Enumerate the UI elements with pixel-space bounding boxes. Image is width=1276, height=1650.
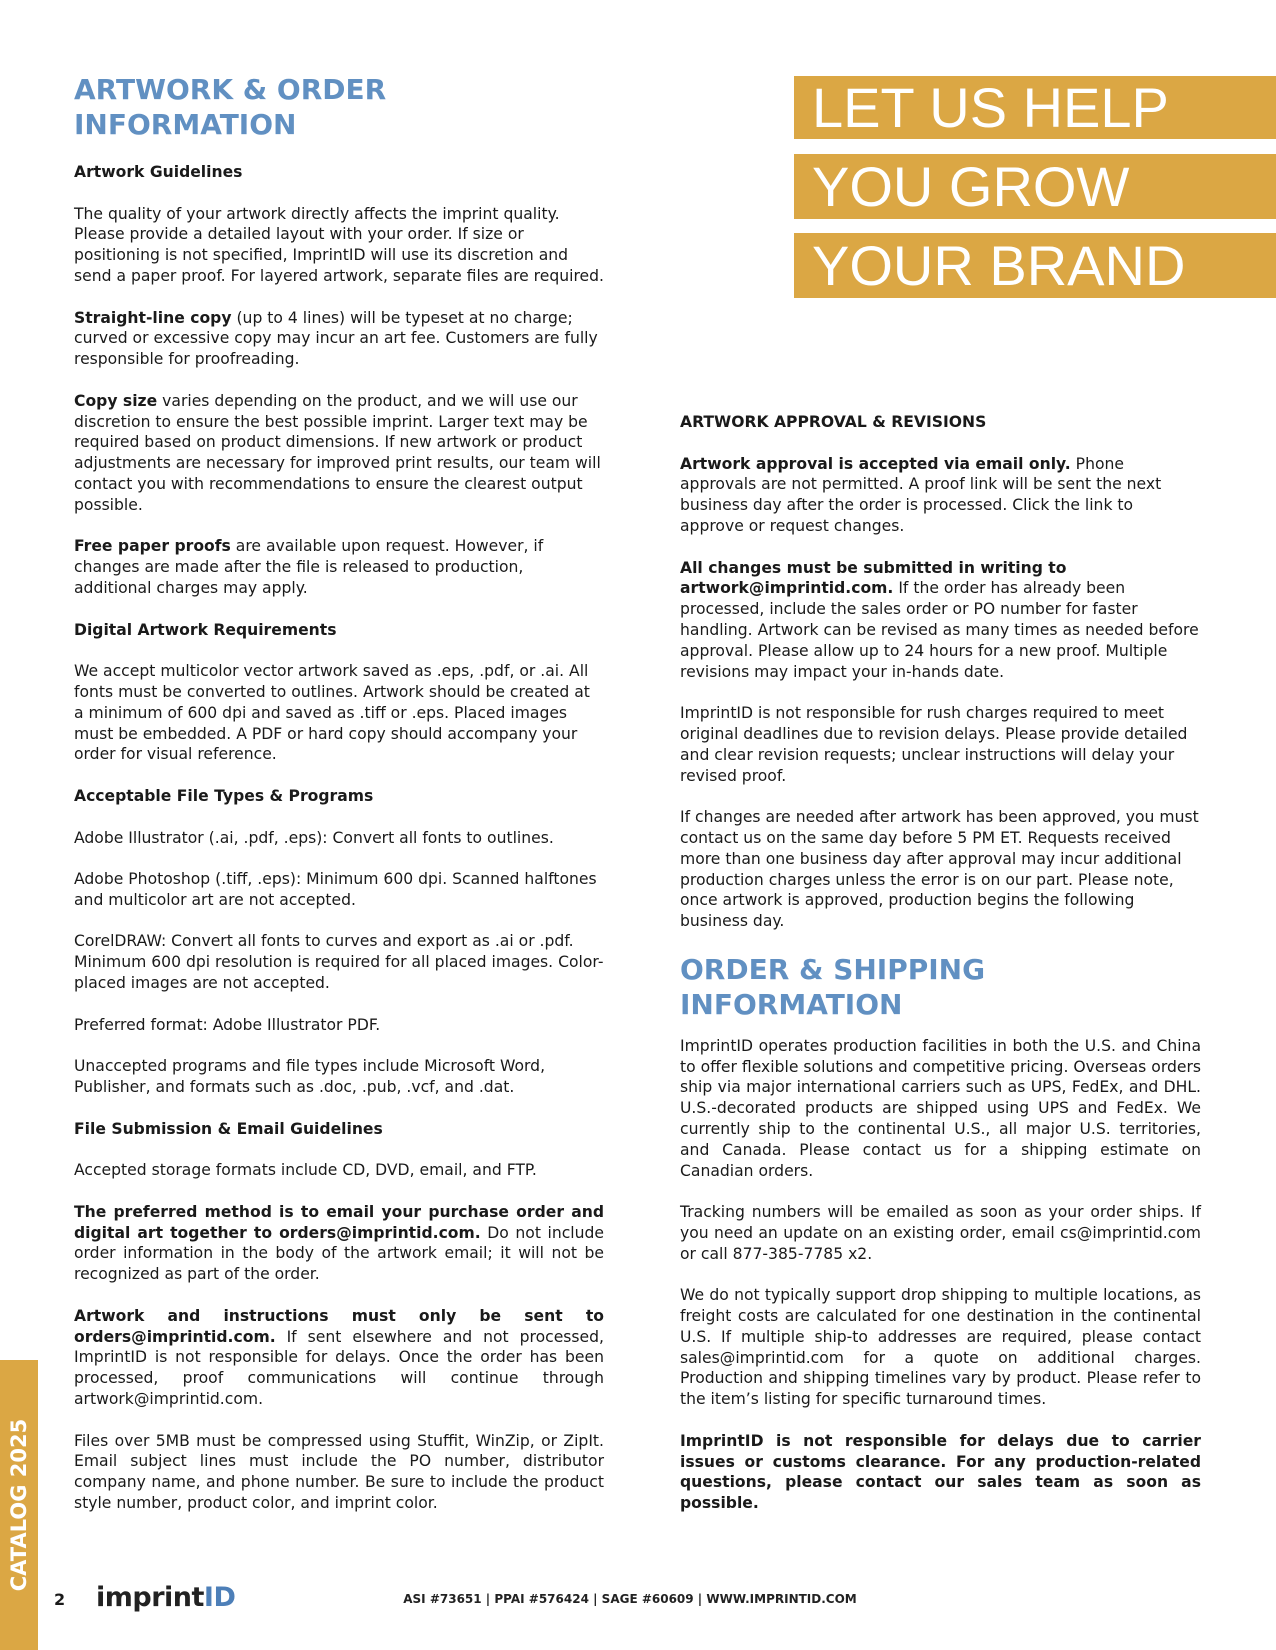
drop-shipping-paragraph: We do not typically support drop shipping to multiple locations, as freight costs are calculated for one destination in the continental U.S. If multiple ship-to addresses are required, please contact sales@imprintid.com for a quote on additional charges. Production and shipping timelines vary by product. Please refer to the item’s listing for specific turnaround times. <box>680 1286 1201 1409</box>
compression-paragraph: Files over 5MB must be compressed using Stuffit, WinZip, or ZipIt. Email subject lines must include the PO number, distributor company name, and phone number. Be sure to include the product style number, product color, and imprint color. <box>74 1431 604 1512</box>
file-types-heading: Acceptable File Types & Programs <box>74 786 374 805</box>
carrier-delays-paragraph: ImprintID is not responsible for delays due to carrier issues or customs clearance. For any production-related questions, please contact our sales team as soon as possible. <box>680 1431 1201 1513</box>
coreldraw-paragraph: CorelDRAW: Convert all fonts to curves and export as .ai or .pdf. Minimum 600 dpi resolution is required for all placed images. Color-placed images are not accepted. <box>74 932 604 993</box>
rush-charges-paragraph: ImprintID is not responsible for rush charges required to meet original deadlines due to revision delays. Please provide detailed and clear revision requests; unclear instructions will delay your revised proof. <box>680 704 1188 785</box>
storage-formats-paragraph: Accepted storage formats include CD, DVD, email, and FTP. <box>74 1161 537 1180</box>
approval-heading: ARTWORK APPROVAL & REVISIONS <box>680 413 987 431</box>
illustrator-paragraph: Adobe Illustrator (.ai, .pdf, .eps): Convert all fonts to outlines. <box>74 828 554 847</box>
digital-requirements-heading: Digital Artwork Requirements <box>74 620 337 639</box>
unaccepted-programs-paragraph: Unaccepted programs and file types include Microsoft Word, Publisher, and formats such as .doc, .pub, .vcf, and .dat. <box>74 1057 546 1097</box>
tracking-paragraph: Tracking numbers will be emailed as soon as your order ships. If you need an update on an existing order, email cs@imprintid.com or call 877-385-7785 x2. <box>680 1203 1201 1263</box>
right-column <box>680 412 1201 1535</box>
submission-heading: File Submission & Email Guidelines <box>74 1119 383 1138</box>
copy-size-paragraph: Copy size varies depending on the product, and we will use our discretion to ensure the best possible imprint. Larger text may be required based on product dimensions. If new artwork or product adjustments are necessary for improved print results, our team will contact you with recommendations to ensure the clearest output possible. <box>74 391 601 514</box>
banner-line-2: YOU GROW <box>794 154 1276 219</box>
free-proofs-paragraph: Free paper proofs are available upon request. However, if changes are made after the file is released to production, additional charges may apply. <box>74 537 544 597</box>
production-facilities-paragraph: ImprintID operates production facilities in both the U.S. and China to offer flexible solutions and competitive pricing. Overseas orders ship via major international carriers such as UPS, FedEx, and DHL. U.S.-decorated products are shipped using UPS and FedEx. We currently ship to the continental U.S., all major U.S. territories, and Canada. Please contact us for a shipping estimate on Canadian orders. <box>680 1036 1201 1180</box>
artwork-guidelines-heading: Artwork Guidelines <box>74 163 243 181</box>
digital-requirements-paragraph: We accept multicolor vector artwork saved as .eps, .pdf, or .ai. All fonts must be converted to outlines. Artwork should be created at a minimum of 600 dpi and saved as .tiff or .eps. Placed images must be embedded. A PDF or hard copy should accompany your order for visual reference. <box>74 662 590 764</box>
preferred-method-paragraph: The preferred method is to email your purchase order and digital art together to orders@imprintid.com. Do not include order information in the body of the artwork email; it will not be recognized as part of the order. <box>74 1202 605 1284</box>
banner-line-1: LET US HELP <box>794 76 1276 139</box>
shipping-title: ORDER & SHIPPING INFORMATION <box>680 952 986 1021</box>
changes-in-writing-paragraph: All changes must be submitted in writing to artwork@imprintid.com. If the order has already been processed, include the sales order or PO number for faster handling. Artwork can be revised as many times as needed before approval. Please allow up to 24 hours for a new proof. Multiple revisions may impact your in-hands date. <box>680 558 1199 681</box>
send-instructions-paragraph: Artwork and instructions must only be sent to orders@imprintid.com. If sent elsewhere and not processed, ImprintID is not responsible for delays. Once the order has been processed, proof communications will continue through artwork@imprintid.com. <box>74 1306 604 1409</box>
imprintid-logo: imprintID <box>96 1582 236 1613</box>
straight-line-copy-paragraph: Straight-line copy (up to 4 lines) will be typeset at no charge; curved or excessive copy may incur an art fee. Customers are fully responsible for proofreading. <box>74 308 598 369</box>
photoshop-paragraph: Adobe Photoshop (.tiff, .eps): Minimum 600 dpi. Scanned halftones and multicolor art are not accepted. <box>74 870 597 909</box>
artwork-guidelines-paragraph: The quality of your artwork directly affects the imprint quality. Please provide a detailed layout with your order. If size or positioning is not specified, ImprintID will use its discretion and send a paper proof. For layered artwork, separate files are required. <box>74 204 604 285</box>
footer-credentials: ASI #73651 | PPAI #576424 | SAGE #60609 | WWW.IMPRINTID.COM <box>403 1592 857 1606</box>
page-number: 2 <box>54 1590 66 1609</box>
approval-email-paragraph: Artwork approval is accepted via email only. Phone approvals are not permitted. A proof link will be sent the next business day after the order is processed. Click the link to approve or request changes. <box>680 454 1162 535</box>
left-column <box>74 72 604 1535</box>
post-approval-changes-paragraph: If changes are needed after artwork has been approved, you must contact us on the same day before 5 PM ET. Requests received more than one business day after approval may incur additional production charges unless the error is on our part. Please note, once artwork is approved, production begins the following business day. <box>680 808 1199 931</box>
catalog-side-tab: CATALOG 2025 <box>0 1360 38 1650</box>
preferred-format-paragraph: Preferred format: Adobe Illustrator PDF. <box>74 1015 381 1034</box>
banner-line-3: YOUR BRAND <box>794 233 1276 298</box>
page-title: ARTWORK & ORDER INFORMATION <box>74 73 387 141</box>
